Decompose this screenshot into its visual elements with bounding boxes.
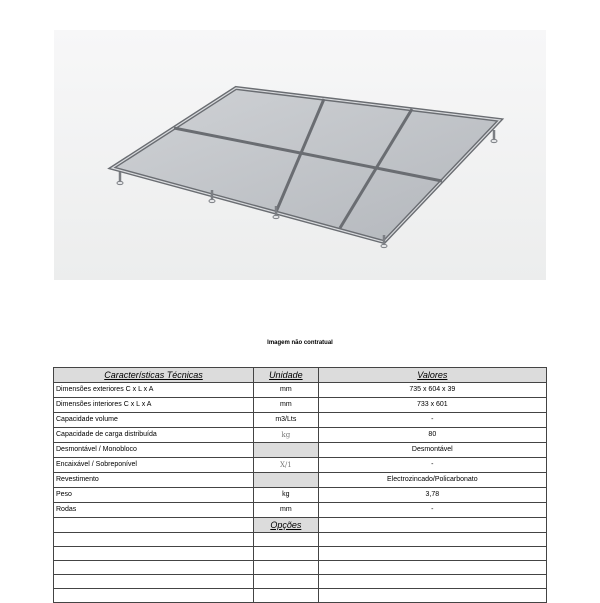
- table-row: [54, 428, 547, 443]
- row-label: Peso: [54, 488, 254, 503]
- header-unit: Unidade: [254, 368, 319, 383]
- row-value: 735 x 604 x 39: [318, 383, 546, 398]
- row-unit: kg: [254, 488, 319, 503]
- row-value: 733 x 601: [318, 398, 546, 413]
- row-label: Capacidade de carga distribuída: [54, 428, 254, 443]
- table-row: [54, 473, 547, 488]
- image-disclaimer: Imagem não contratual: [267, 340, 333, 346]
- options-blank-cell: [318, 518, 546, 533]
- empty-option-row: [54, 561, 547, 575]
- row-unit: [254, 443, 319, 458]
- header-values: Valores: [318, 368, 546, 383]
- table-row: [54, 383, 547, 398]
- empty-option-row: [54, 575, 547, 589]
- options-header-row: [54, 518, 547, 533]
- empty-option-row: [54, 533, 547, 547]
- row-unit: mm: [254, 383, 319, 398]
- row-label: Revestimento: [54, 473, 254, 488]
- row-unit: m3/Lts: [254, 413, 319, 428]
- table-row: [54, 443, 547, 458]
- row-label: Encaixável / Sobreponível: [54, 458, 254, 473]
- row-label: Capacidade volume: [54, 413, 254, 428]
- table-row: [54, 488, 547, 503]
- row-unit: mm: [254, 503, 319, 518]
- row-label: Desmontável / Monobloco: [54, 443, 254, 458]
- row-value: -: [318, 503, 546, 518]
- technical-specifications-table: [53, 367, 547, 603]
- row-value: 80: [318, 428, 546, 443]
- table-row: [54, 413, 547, 428]
- product-image: [54, 30, 546, 280]
- row-value: 3,78: [318, 488, 546, 503]
- row-unit: [254, 473, 319, 488]
- empty-option-row: [54, 589, 547, 603]
- row-value: Desmontável: [318, 443, 546, 458]
- metal-frame-lid-illustration: [54, 30, 546, 280]
- row-label: Dimensões exteriores C x L x A: [54, 383, 254, 398]
- row-unit: mm: [254, 398, 319, 413]
- row-unit: X/1: [254, 458, 319, 473]
- options-blank-cell: [54, 518, 254, 533]
- table-row: [54, 458, 547, 473]
- table-header-row: [54, 368, 547, 383]
- row-label: Dimensões interiores C x L x A: [54, 398, 254, 413]
- row-value: Electrozincado/Policarbonato: [318, 473, 546, 488]
- row-label: Rodas: [54, 503, 254, 518]
- empty-option-row: [54, 547, 547, 561]
- table-row: [54, 398, 547, 413]
- header-characteristics: Características Técnicas: [54, 368, 254, 383]
- options-header: Opções: [254, 518, 319, 533]
- row-value: -: [318, 413, 546, 428]
- row-unit: kg: [254, 428, 319, 443]
- table-row: [54, 503, 547, 518]
- row-value: -: [318, 458, 546, 473]
